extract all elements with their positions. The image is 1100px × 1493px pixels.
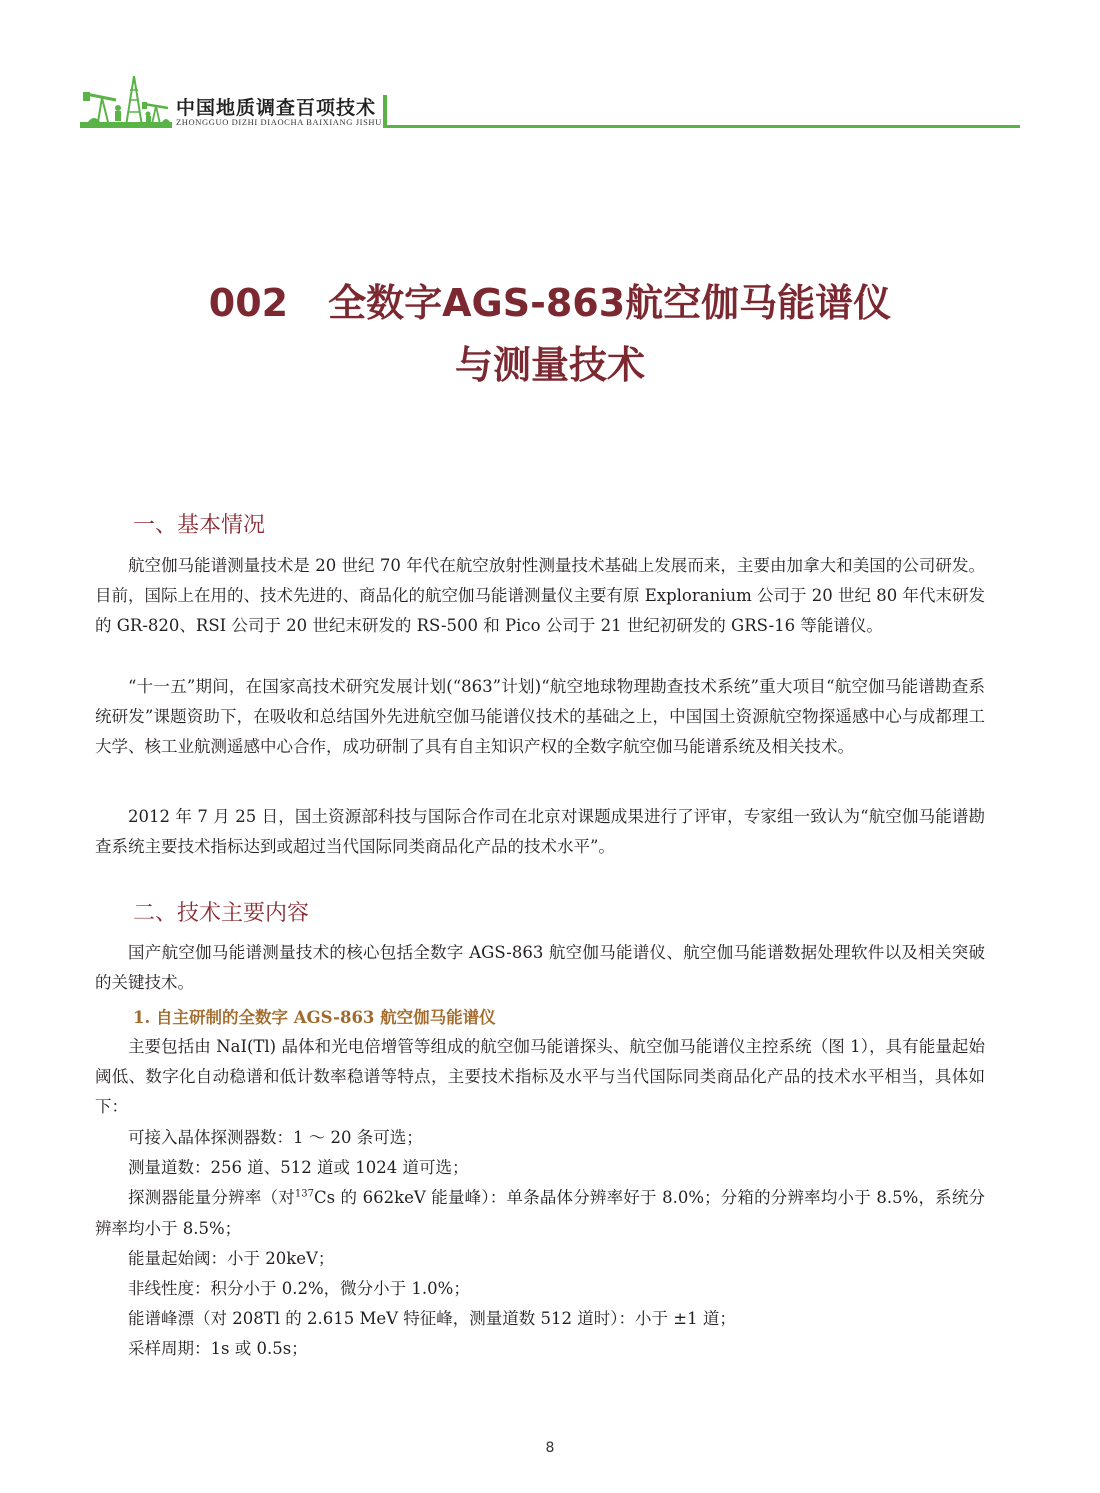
isotope-mass: 137 xyxy=(294,1188,314,1200)
paragraph: “十一五”期间，在国家高技术研究发展计划(“863”计划)“航空地球物理勘查技术系统”重大项目“航空伽马能谱勘查系统研发”课题资助下，在吸收和总结国外先进航空伽马能谱仪技术的基础之上，中国国土资源航空物探遥感中心与成都理工大学、核工业航测遥感中心合作，成功研制了具有自主知识产权的全数字航空伽马能谱系统及相关技术。 xyxy=(95,677,985,757)
oil-pump-logo-icon xyxy=(80,70,172,130)
paragraph: 国产航空伽马能谱测量技术的核心包括全数字 AGS-863 航空伽马能谱仪、航空伽马能谱数据处理软件以及相关突破的关键技术。 xyxy=(95,943,985,993)
title-line-2: 与测量技术 xyxy=(454,343,645,387)
document-title xyxy=(0,272,1100,396)
list-item: 能谱峰漂（对 208Tl 的 2.615 MeV 特征峰，测量道数 512 道时）：小于 ±1 道； xyxy=(128,1309,736,1329)
page-header xyxy=(80,70,1020,130)
spec-text: 探测器能量分辨率（对 xyxy=(128,1188,295,1208)
section-heading-content: 二、技术主要内容 xyxy=(133,901,310,926)
list-item: 测量道数：256 道、512 道或 1024 道可选； xyxy=(128,1158,469,1178)
paragraph: 主要包括由 NaI(Tl) 晶体和光电倍增管等组成的航空伽马能谱探头、航空伽马能谱仪主控系统（图 1），具有能量起始阈低、数字化自动稳谱和低计数率稳谱等特点，主要技术指标及水平与当代国际同类商品化产品的技术水平相当，具体如下： xyxy=(95,1037,985,1117)
header-subtitle: ZHONGGUO DIZHI DIAOCHA BAIXIANG JISHU xyxy=(176,117,382,127)
title-line-1 xyxy=(0,272,1100,334)
header-rule xyxy=(383,125,1020,128)
page-number: 8 xyxy=(545,1440,555,1456)
header-accent-bar xyxy=(383,95,387,128)
title-number: 002 xyxy=(208,281,289,325)
paragraph: 2012 年 7 月 25 日，国土资源部科技与国际合作司在北京对课题成果进行了评审，专家组一致认为“航空伽马能谱勘查系统主要技术指标达到或超过当代国际同类商品化产品的技术水平”。 xyxy=(95,807,985,857)
list-item: 能量起始阈：小于 20keV； xyxy=(128,1248,335,1268)
list-item: 可接入晶体探测器数：1 ～ 20 条可选； xyxy=(128,1128,423,1147)
header-title: 中国地质调查百项技术 xyxy=(176,97,377,119)
section-heading-basic: 一、基本情况 xyxy=(133,513,266,538)
list-item xyxy=(95,1183,985,1243)
spec-text: Cs 的 662keV 能量峰）：单条晶体分辨率好于 8.0%；分箱的分辨率均小于 8.5%，系统分辨率均小于 8.5%； xyxy=(95,1188,986,1238)
spec-list xyxy=(95,1123,985,1365)
list-item: 非线性度：积分小于 0.2%，微分小于 1.0%； xyxy=(128,1279,470,1299)
list-item: 采样周期：1s 或 0.5s； xyxy=(128,1339,308,1359)
subheading: 1. 自主研制的全数字 AGS-863 航空伽马能谱仪 xyxy=(133,1008,496,1027)
paragraph: 航空伽马能谱测量技术是 20 世纪 70 年代在航空放射性测量技术基础上发展而来，主要由加拿大和美国的公司研发。目前，国际上在用的、技术先进的、商品化的航空伽马能谱测量仪主要有原 Exploranium 公司于 20 世纪 80 年代末研发的 GR-820、RSI 公司于 20 世纪末研发的 RS-500 和 Pico 公司于 21 世纪初研发的 GRS-16 等能谱仪。 xyxy=(95,556,985,636)
title-text-1: 全数字AGS-863航空伽马能谱仪 xyxy=(328,281,892,325)
